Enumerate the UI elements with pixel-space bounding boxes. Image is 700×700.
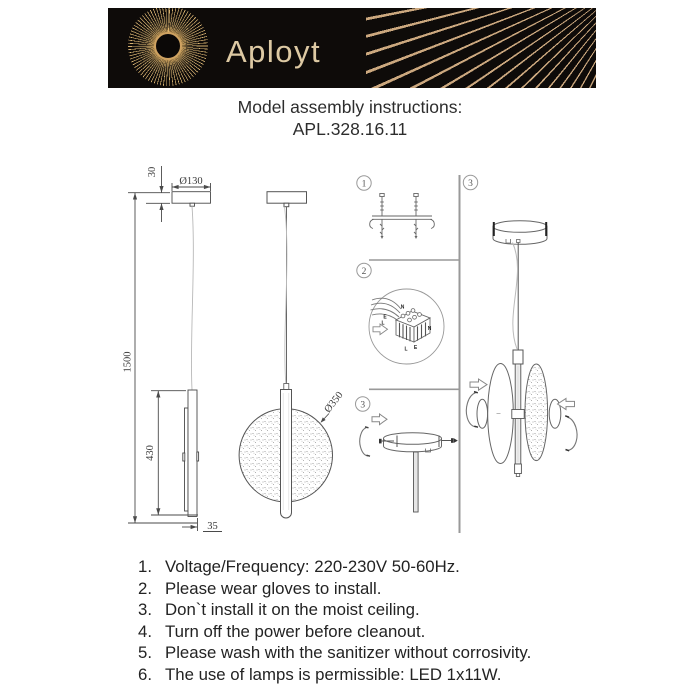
wire-label-l-left: L: [381, 320, 385, 327]
instructions-list: [138, 556, 531, 686]
model-code: APL.328.16.11: [292, 119, 408, 139]
front-view-drawing: [239, 192, 345, 518]
dim-canopy-height: 30: [147, 166, 158, 178]
instruction-item: Don`t install it on the moist ceiling.: [165, 600, 420, 620]
dim-canopy-diameter: Ø130: [179, 176, 203, 187]
step2-number: 2: [361, 266, 367, 277]
final-assembly-drawing: [466, 221, 577, 477]
step1-bracket-drawing: [370, 194, 435, 240]
wire-label-e-bottom: E: [413, 345, 418, 351]
wire-label-l-bottom: L: [404, 346, 408, 353]
instruction-item: Please wear gloves to install.: [165, 578, 382, 598]
instruction-item: Turn off the power before cleanout.: [165, 621, 426, 641]
assembly-diagram: [0, 150, 700, 556]
wire-label-e-left: E: [383, 314, 387, 321]
step3-number: 3: [360, 400, 366, 411]
wire-label-n-right: N: [427, 326, 432, 332]
step2-wiring-drawing: [369, 289, 444, 364]
dim-bar-height: 430: [145, 445, 156, 461]
decorative-rays: [366, 8, 596, 88]
brand-banner: [108, 8, 596, 88]
page-title: Model assembly instructions:: [237, 97, 463, 117]
dim-bar-thickness: 35: [207, 521, 218, 532]
brand-name: Aployt: [226, 33, 322, 69]
instruction-item: Please wash with the sanitizer without corrosivity.: [165, 643, 532, 663]
title-block: [0, 96, 700, 140]
dim-total-height: 1500: [122, 351, 134, 373]
dim-disk-diameter: Ø350: [322, 389, 346, 416]
side-view-drawing: [123, 166, 223, 532]
final-view-number: 3: [468, 178, 473, 189]
instruction-item: Voltage/Frequency: 220-230V 50-60Hz.: [165, 557, 460, 576]
step3-mounting-drawing: [360, 414, 458, 512]
wire-label-n-top: N: [400, 304, 405, 311]
instruction-item: The use of lamps is permissible: LED 1x11W.: [165, 664, 502, 684]
sunburst-logo-icon: [128, 8, 208, 86]
step1-number: 1: [361, 179, 367, 190]
